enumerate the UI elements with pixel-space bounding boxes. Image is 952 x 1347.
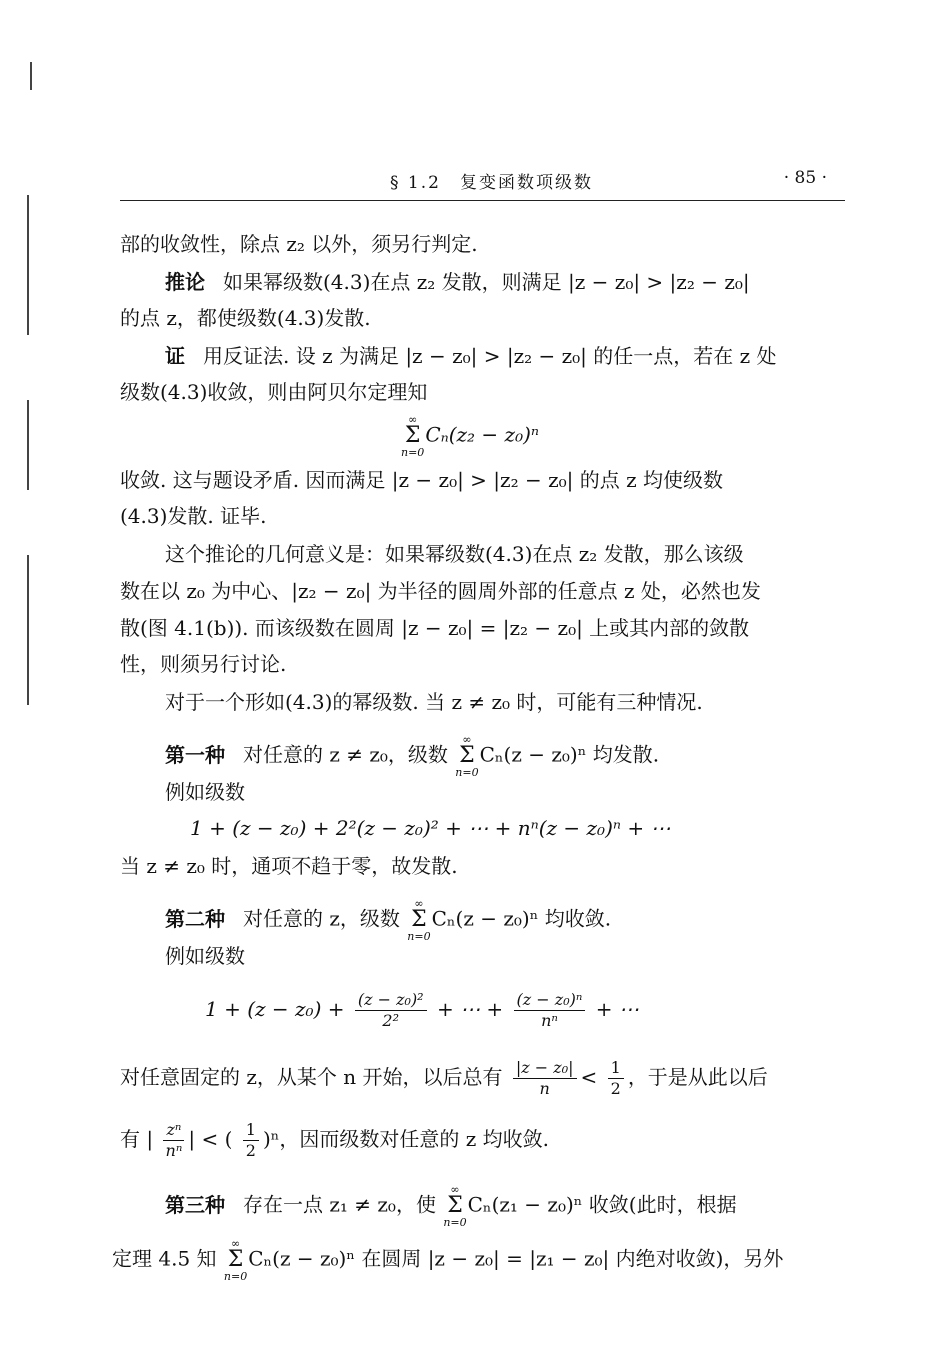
text-line: 当 z ≠ z₀ 时，通项不趋于零，故发散.	[120, 854, 458, 878]
text-line: 级数(4.3)收敛，则由阿贝尔定理知	[120, 380, 428, 404]
example-label: 例如级数	[165, 944, 245, 968]
case-three: 第三种 存在一点 z₁ ≠ z₀，使 ∞ Σ n=0Cₙ(z₁ − z₀)ⁿ 收敛(此时，根据	[165, 1183, 737, 1229]
page-number: · 85 ·	[783, 168, 827, 188]
proof-line	[165, 342, 777, 370]
fraction: $\frac{\text{(z − z₀)ⁿ}}{\text{nⁿ}}$	[514, 990, 586, 1031]
scan-margin-mark	[30, 62, 32, 90]
case-one: 第一种 对任意的 z ≠ z₀，级数 ∞ Σ n=0Cₙ(z − z₀)ⁿ 均发散.	[165, 733, 660, 779]
text-line: 这个推论的几何意义是：如果幂级数(4.3)在点 z₂ 发散，那么该级	[165, 542, 744, 566]
proof-label: 证	[165, 344, 185, 368]
summation-symbol: ∞ Σ n=0	[407, 897, 431, 943]
corollary-text: 如果幂级数(4.3)在点 z₂ 发散，则满足 |z − z₀| > |z₂ − z₀|	[223, 270, 750, 294]
text-line: 散(图 4.1(b)). 而该级数在圆周 |z − z₀| = |z₂ − z₀| 上或其内部的敛散	[120, 616, 750, 640]
scan-margin-mark	[27, 195, 29, 335]
scan-margin-mark	[27, 400, 29, 490]
summation-symbol: ∞ Σ n=0	[455, 733, 479, 779]
summation-symbol: ∞ Σ n=0	[223, 1237, 248, 1283]
fraction: $\frac{1}{2}$	[243, 1120, 259, 1161]
text-line: (4.3)发散. 证毕.	[120, 504, 267, 528]
text-line: 性，则须另行讨论.	[120, 652, 287, 676]
summation-symbol: ∞ Σ n=0	[401, 413, 425, 459]
fraction: $\frac{\text{(z − z₀)²}}{\text{2²}}$	[355, 990, 427, 1031]
page-header	[120, 168, 845, 198]
proof-text: 用反证法. 设 z 为满足 |z − z₀| > |z₂ − z₀| 的任一点，若在 z 处	[203, 344, 777, 368]
scan-margin-mark	[27, 555, 29, 705]
summation-symbol: ∞ Σ n=0	[443, 1183, 467, 1229]
corollary-line	[165, 268, 750, 296]
text-line: 数在以 z₀ 为中心、|z₂ − z₀| 为半径的圆周外部的任意点 z 处，必然也发	[120, 579, 761, 603]
fraction: $\frac{\text{zⁿ}}{\text{nⁿ}}$	[163, 1120, 184, 1161]
text-line: 部的收敛性，除点 z₂ 以外，须另行判定.	[120, 232, 478, 256]
fraction: $\frac{1}{2}$	[608, 1058, 624, 1099]
fraction: $\frac{\text{|z − z₀|}}{n}$	[513, 1058, 577, 1099]
text-line: 对于一个形如(4.3)的幂级数. 当 z ≠ z₀ 时，可能有三种情况.	[165, 690, 703, 714]
text-line: 定理 4.5 知 ∞ Σ n=0Cₙ(z − z₀)ⁿ 在圆周 |z − z₀| = |z₁ − z₀| 内绝对收敛)，另外	[112, 1237, 784, 1283]
header-rule	[120, 200, 845, 201]
text-line: 有 | $\frac{\text{zⁿ}}{\text{nⁿ}}$ | < ( $\frac{1}{2}$ )ⁿ，因而级数对任意的 z 均收敛.	[120, 1120, 550, 1160]
section-title: § 1.2 复变函数项级数	[390, 173, 593, 193]
text-line: 对任意固定的 z，从某个 n 开始，以后总有 $\frac{\text{|z − z₀|}}{n}$ < $\frac{1}{2}$ ，于是从此以后	[120, 1058, 768, 1098]
text-line: 的点 z，都使级数(4.3)发散.	[120, 306, 371, 330]
equation-sum: ∞ Σ n=0Cₙ(z₂ − z₀)ⁿ	[401, 413, 540, 459]
equation-series-one: 1 + (z − z₀) + 2²(z − z₀)² + ⋯ + nⁿ(z − z₀)ⁿ + ⋯	[190, 816, 671, 840]
corollary-label: 推论	[165, 270, 205, 294]
case-two: 第二种 对任意的 z，级数 ∞ Σ n=0Cₙ(z − z₀)ⁿ 均收敛.	[165, 897, 612, 943]
example-label: 例如级数	[165, 780, 245, 804]
equation-series-two: 1 + (z − z₀) + $\frac{\text{(z − z₀)²}}{\text{2²}}$ + ⋯ + $\frac{\text{(z − z₀)ⁿ}}{\text{nⁿ}}$ + ⋯	[205, 990, 639, 1030]
text-line: 收敛. 这与题设矛盾. 因而满足 |z − z₀| > |z₂ − z₀| 的点 z 均使级数	[120, 468, 723, 492]
